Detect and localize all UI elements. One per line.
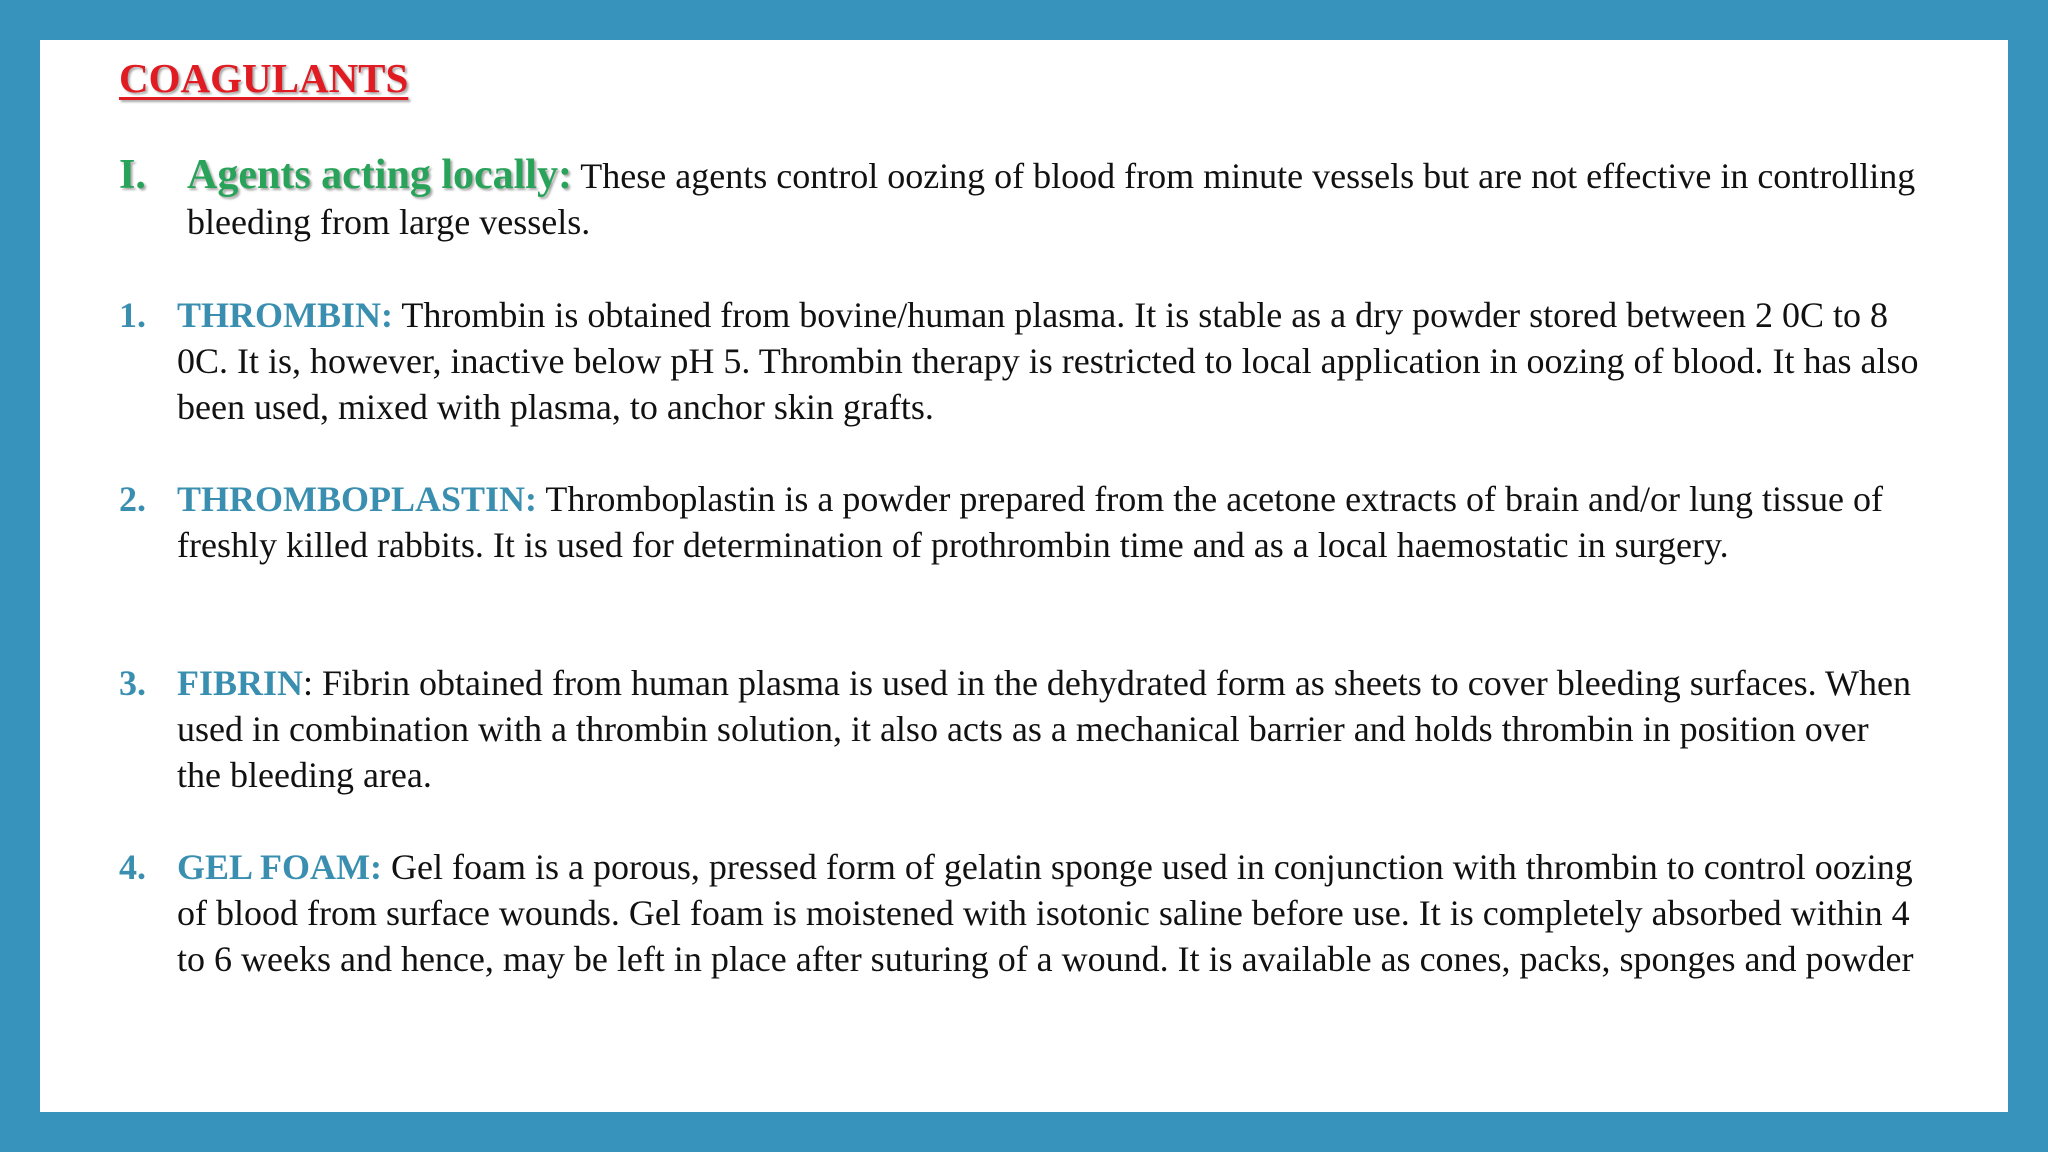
slide-title: COAGULANTS [119, 55, 409, 101]
section-text: These agents control oozing of blood from minute vessels but are not effective in controlling bleeding from large vessels. [187, 156, 1916, 242]
list-item-gel-foam [119, 844, 1919, 982]
item-number: 2. [119, 479, 146, 519]
item-body [177, 844, 1919, 982]
section-heading: Agents acting locally: [187, 152, 572, 198]
list-item-thromboplastin [119, 476, 1919, 568]
item-term: THROMBIN: [177, 295, 393, 335]
section-body [187, 152, 1919, 245]
item-text: Thrombin is obtained from bovine/human plasma. It is stable as a dry powder stored between 2 0C to 8 0C. It is, however, inactive below pH 5. Thrombin therapy is restricted to local application in oozing of blood. It has also been used, mixed with plasma, to anchor skin grafts. [177, 295, 1919, 427]
item-number: 3. [119, 663, 146, 703]
item-body [177, 660, 1919, 798]
section-intro [119, 152, 1919, 245]
item-term: FIBRIN [177, 663, 304, 703]
item-text: : Fibrin obtained from human plasma is used in the dehydrated form as sheets to cover bleeding surfaces. When used in combination with a thrombin solution, it also acts as a mechanical barrier and holds thrombin in position over the bleeding area. [177, 663, 1911, 795]
item-body [177, 476, 1919, 568]
item-body [177, 292, 1919, 430]
item-text: Thromboplastin is a powder prepared from the acetone extracts of brain and/or lung tissue of freshly killed rabbits. It is used for determination of prothrombin time and as a local haemostatic in surgery. [177, 479, 1883, 565]
list-item-thrombin [119, 292, 1919, 430]
item-number: 1. [119, 295, 146, 335]
item-number: 4. [119, 847, 146, 887]
item-term: GEL FOAM: [177, 847, 382, 887]
list-item-fibrin [119, 660, 1919, 798]
item-text: Gel foam is a porous, pressed form of gelatin sponge used in conjunction with thrombin to control oozing of blood from surface wounds. Gel foam is moistened with isotonic saline before use. It is completely absorbed within 4 to 6 weeks and hence, may be left in place after suturing of a wound. It is available as cones, packs, sponges and powder [177, 847, 1914, 979]
slide [40, 40, 2008, 1112]
section-number: I. [119, 152, 146, 198]
item-term: THROMBOPLASTIN: [177, 479, 538, 519]
